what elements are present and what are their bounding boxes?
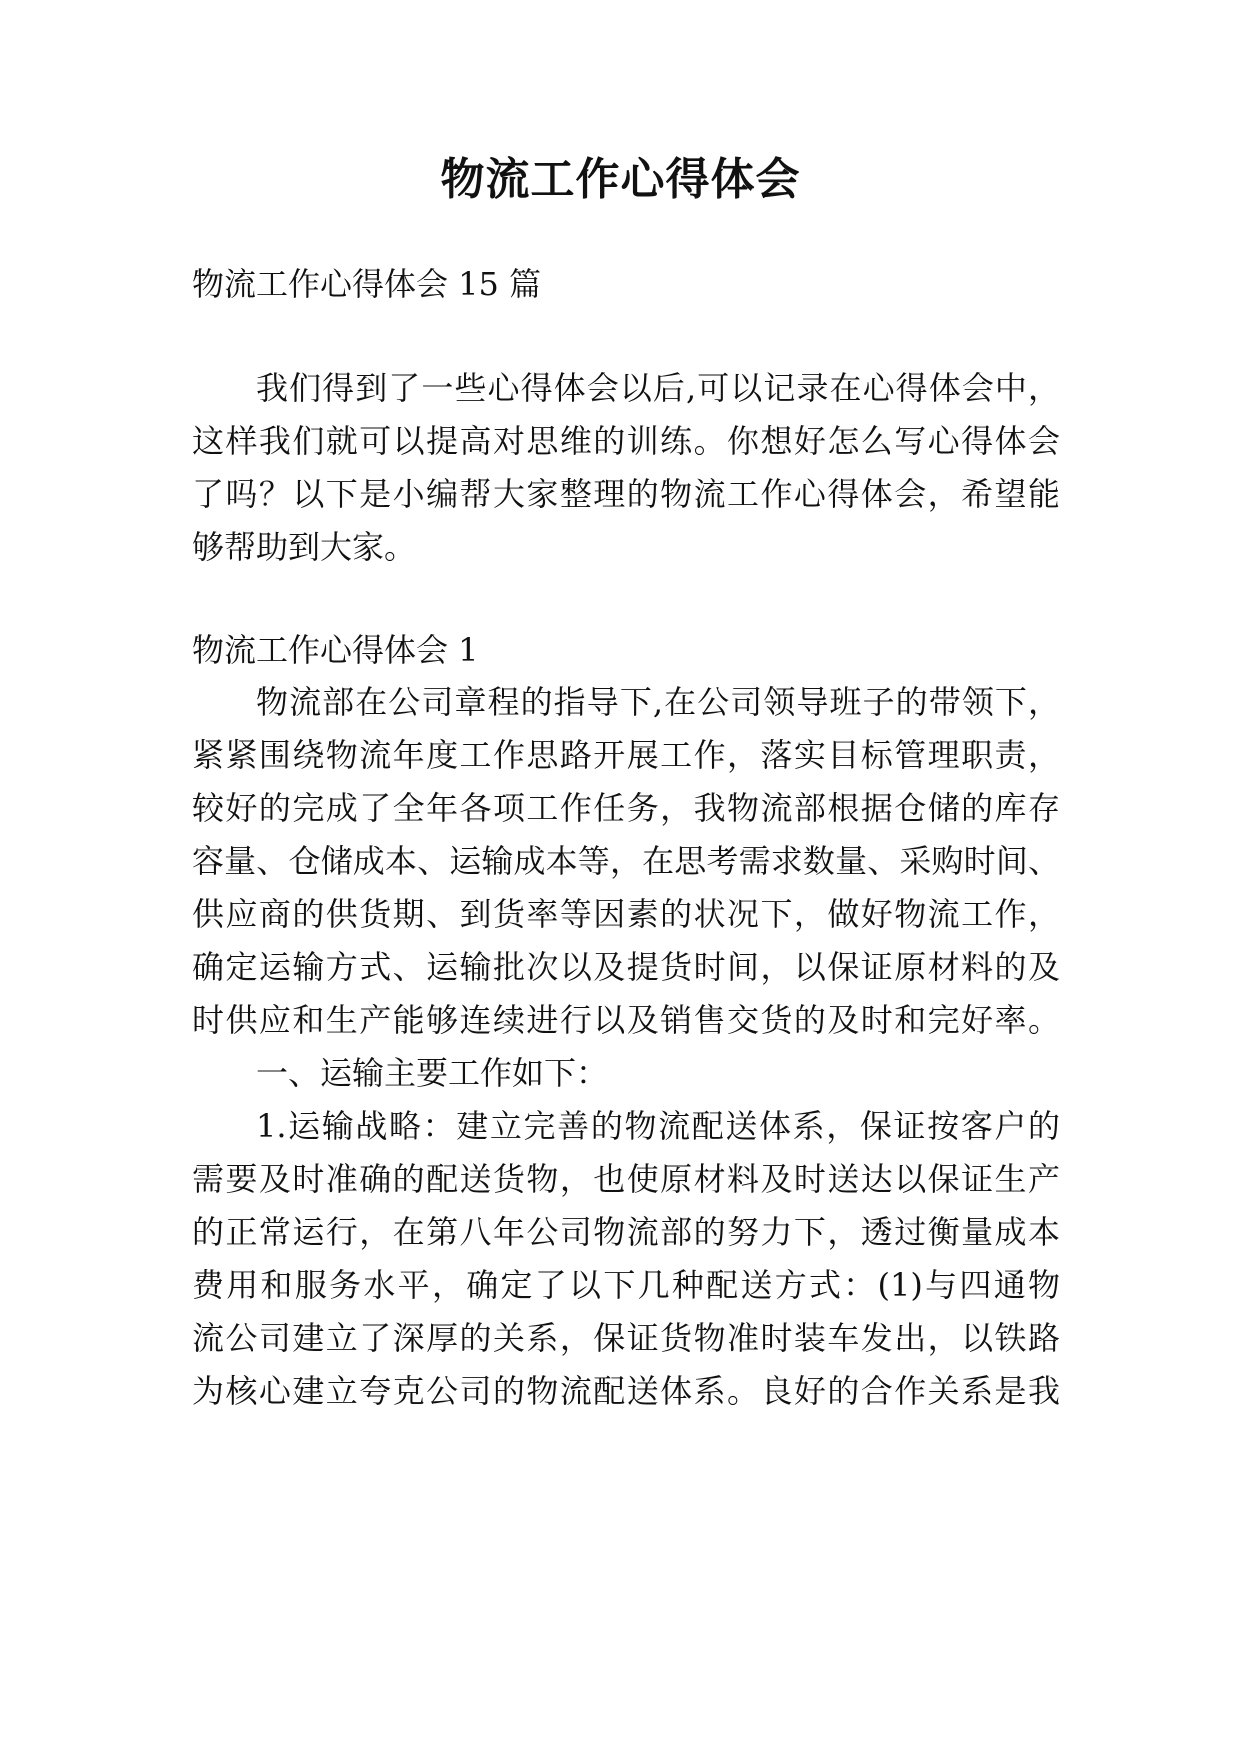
document-title: 物流工作心得体会 (440, 154, 801, 205)
body-line: 紧紧围绕物流年度工作思路开展工作，落实目标管理职责， (192, 736, 1060, 774)
body-line: 供应商的供货期、到货率等因素的状况下，做好物流工作， (192, 895, 1060, 933)
intro-line: 这样我们就可以提高对思维的训练。你想好怎么写心得体会 (192, 422, 1060, 460)
body-line: 较好的完成了全年各项工作任务，我物流部根据仓储的库存 (192, 789, 1060, 827)
body-line: 时供应和生产能够连续进行以及销售交货的及时和完好率。 (192, 1001, 1060, 1039)
body-line: 需要及时准确的配送货物，也使原材料及时送达以保证生产 (192, 1160, 1060, 1198)
intro-line: 了吗？以下是小编帮大家整理的物流工作心得体会，希望能 (192, 475, 1060, 513)
intro-line: 够帮助到大家。 (192, 528, 417, 566)
body-line: 物流部在公司章程的指导下,在公司领导班子的带领下， (256, 683, 1060, 721)
body-line: 确定运输方式、运输批次以及提货时间，以保证原材料的及 (192, 948, 1060, 986)
body-line: 费用和服务水平，确定了以下几种配送方式：(1)与四通物 (192, 1266, 1060, 1304)
section-heading: 物流工作心得体会 1 (192, 631, 479, 669)
body-line: 1.运输战略：建立完善的物流配送体系，保证按客户的 (256, 1107, 1060, 1145)
body-line: 容量、仓储成本、运输成本等，在思考需求数量、采购时间、 (192, 842, 1060, 880)
subsection-heading: 一、运输主要工作如下： (256, 1054, 609, 1092)
document-subtitle: 物流工作心得体会 15 篇 (192, 265, 542, 303)
body-line: 为核心建立夸克公司的物流配送体系。良好的合作关系是我 (192, 1372, 1060, 1410)
body-line: 的正常运行，在第八年公司物流部的努力下，透过衡量成本 (192, 1213, 1060, 1251)
intro-line: 我们得到了一些心得体会以后,可以记录在心得体会中， (256, 369, 1060, 407)
body-line: 流公司建立了深厚的关系，保证货物准时装车发出，以铁路 (192, 1319, 1060, 1357)
